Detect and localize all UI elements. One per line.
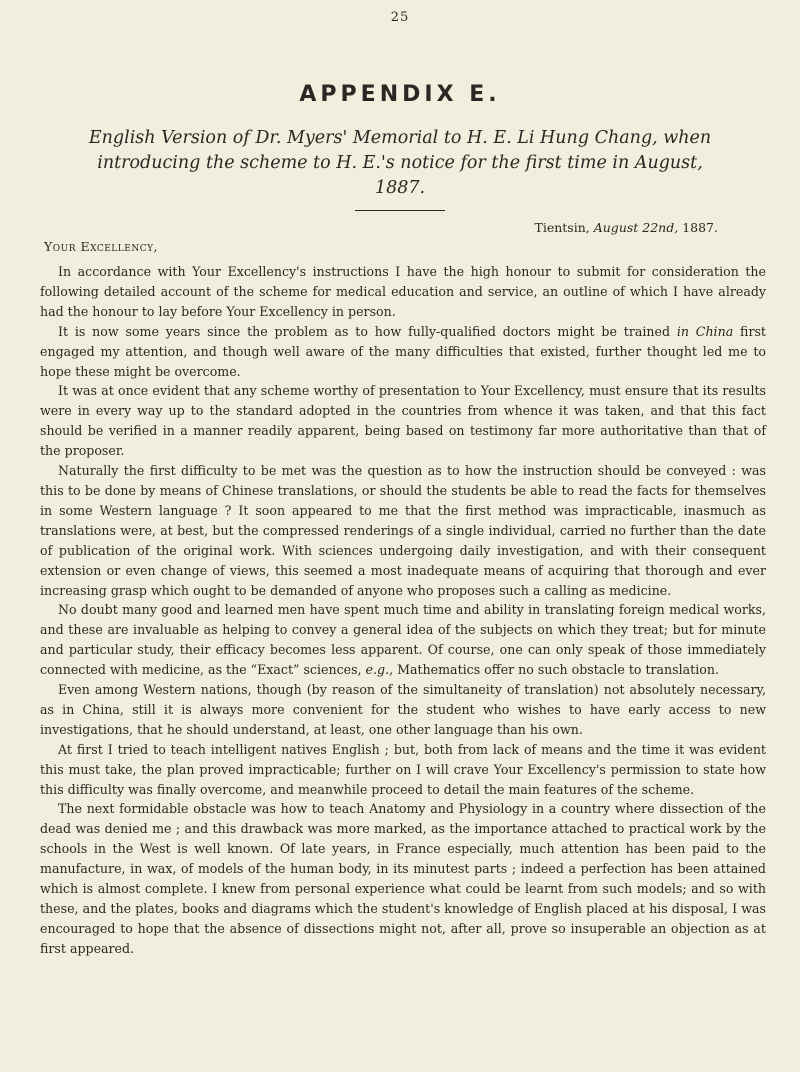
paragraph-text: No doubt many good and learned men have spent much time and ability in translating foreign medical works, and these are invaluable as helping to convey a general idea of the subjects on which they treat; but for minute and particular study, their efficacy becomes less apparent. Of course, one can only speak of those immediately connected with medicine, as the “Exact” sciences, [40,602,766,678]
paragraph [40,740,766,800]
paragraph-text: It is now some years since the problem as to how fully-qualified doctors might be trained [58,323,677,339]
paragraph [40,322,766,382]
paragraph-text: first engaged my attention, and though well aware of the many difficulties that existed, further thought led me to hope these might be overcome. [40,323,766,379]
dateline [535,220,719,235]
paragraph-text: Even among Western nations, though (by reason of the simultaneity of translation) not absolutely necessary, as in China, still it is always more convenient for the student who wishes to have early access to new investigations, that he should understand, at least, one other language than his own. [40,682,766,737]
paragraph-text: In accordance with Your Excellency's instructions I have the high honour to submit for consideration the following detailed account of the scheme for medical education and service, an outline of which I have already had the honour to lay before Your Excellency in person. [40,264,766,319]
italic-text: e.g. [365,662,390,678]
dateline-date: August 22nd, [593,220,679,235]
paragraph-text: The next formidable obstacle was how to teach Anatomy and Physiology in a country where dissection of the dead was denied me ; and this drawback was more marked, as the importance attached to practical work by the schools in the West is well known. Of late years, in France especially, much attention has been paid to the manufacture, in wax, of models of the human body, in its minutest parts ; indeed a perfection has been attained which is almost complete. I knew from personal experience what could be learnt from such models; and so with these, and the plates, books and diagrams which the student's knowledge of English placed at his disposal, I was encouraged to hope that the absence of dissections might not, after all, prove so insuperable an objection as at first appeared. [40,801,766,956]
appendix-title: APPENDIX E. [299,82,501,107]
italic-text: in China [676,323,734,339]
paragraph [40,680,766,740]
paragraph [40,262,766,322]
paragraph [40,461,766,600]
divider-rule [355,210,445,211]
paragraph-text: It was at once evident that any scheme worthy of presentation to Your Excellency, must ensure that its results were in every way up to the standard adopted in the countries from whence it was taken, and that this fact should be verified in a manner readily apparent, being based on testimony far more authoritative than that of the proposer. [40,383,766,459]
paragraph-text: Naturally the first difficulty to be met was the question as to how the instruction should be conveyed : was this to be done by means of Chinese translations, or should the students be able to read the facts for themselves in some Western language ? It soon appeared to me that the first method was impracticable, inasmuch as translations were, at best, but the compressed renderings of a single individual, carried no further than the date of publication of the original work. With sciences undergoing daily investigation, and with their consequent extension or even change of views, this seemed a most inadequate means of acquiring that thorough and ever increasing grasp which ought to be demanded of anyone who proposes such a calling as medicine. [40,463,766,598]
page-number: 25 [390,10,410,25]
subtitle: English Version of Dr. Myers' Memorial to H. E. Li Hung Chang, when introducing the scheme to H. E.'s notice for the first time in August, 1887. [88,128,712,198]
salutation: Your Excellency, [44,239,158,254]
dateline-place: Tientsin, [534,220,590,235]
paragraph [40,799,766,958]
paragraph [40,600,766,680]
paragraph-text: At first I tried to teach intelligent natives English ; but, both from lack of means and the time it was evident this must take, the plan proved impracticable; further on I will crave Your Excellency's permission to state how this difficulty was finally overcome, and meanwhile proceed to detail the main features of the scheme. [40,741,766,797]
letter-body [40,262,766,959]
paragraph [40,381,766,461]
dateline-year: 1887. [682,220,718,235]
paragraph-text: , Mathematics offer no such obstacle to translation. [389,662,719,678]
